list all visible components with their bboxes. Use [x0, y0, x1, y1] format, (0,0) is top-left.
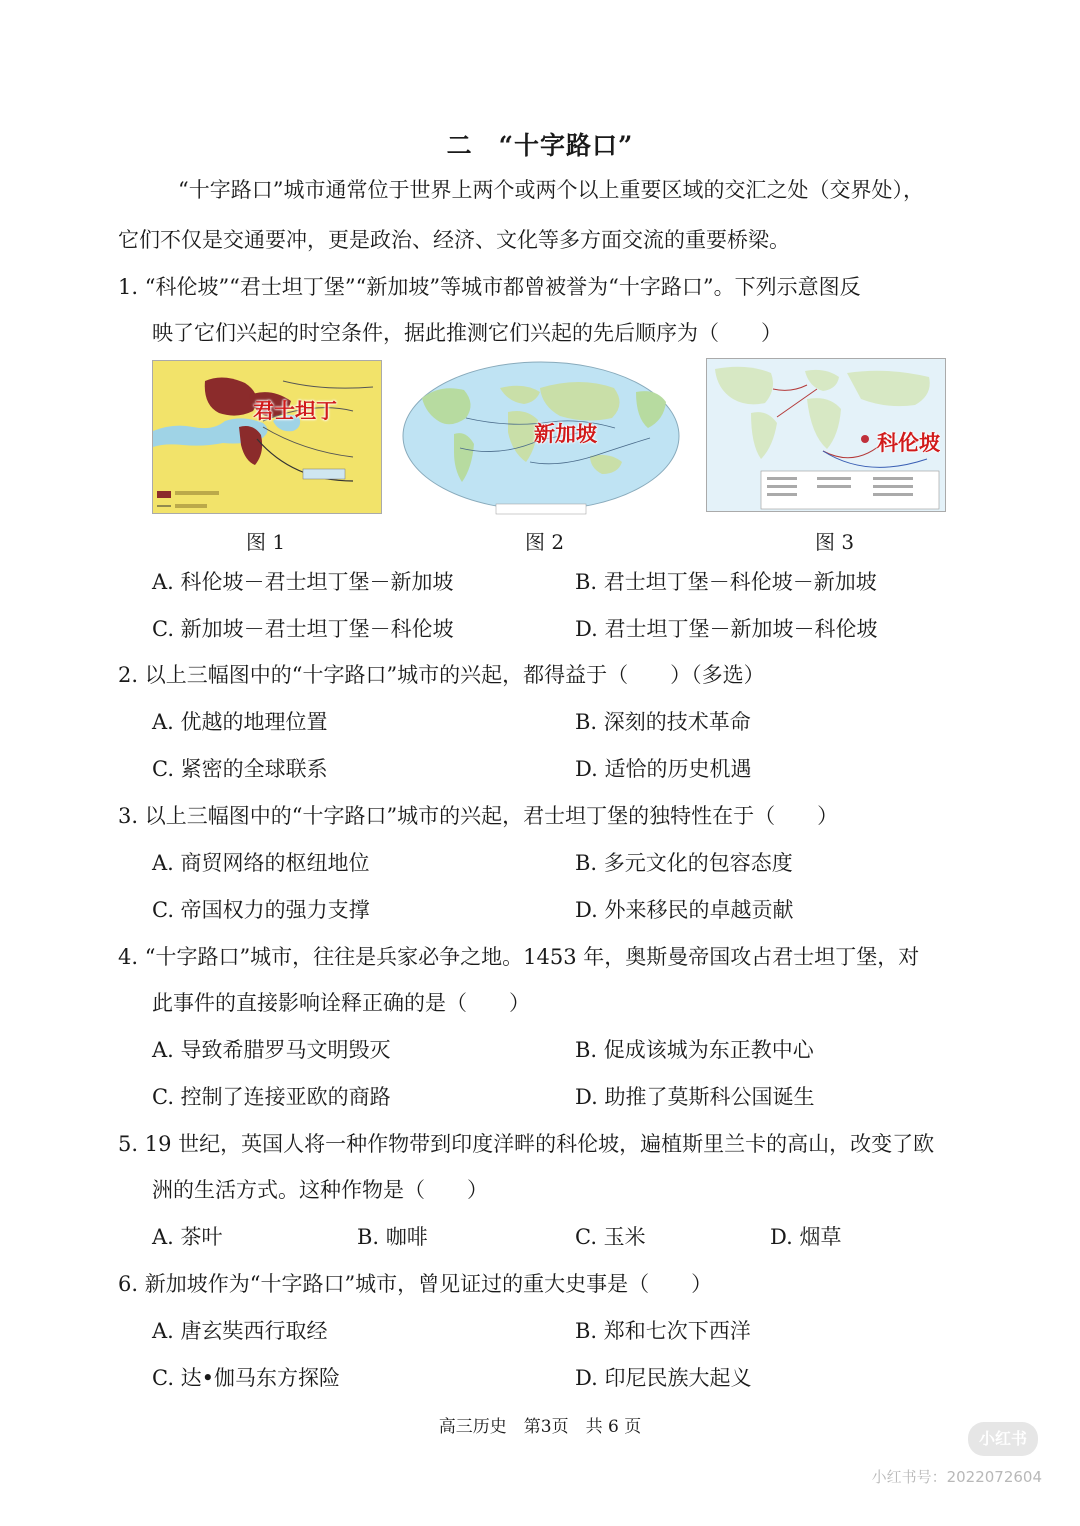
figure-1-city-label: 君士坦丁 — [253, 398, 337, 423]
q2-option-d: D. 适恰的历史机遇 — [575, 757, 752, 781]
q3-stem: 3. 以上三幅图中的“十字路口”城市的兴起，君士坦丁堡的独特性在于（ ） — [118, 804, 839, 828]
watermark-badge: 小红书 — [968, 1422, 1038, 1456]
q6-option-d: D. 印尼民族大起义 — [575, 1366, 752, 1390]
q3-option-d: D. 外来移民的卓越贡献 — [575, 898, 794, 922]
q4-option-d: D. 助推了莫斯科公国诞生 — [575, 1085, 815, 1109]
figure-2-city-label: 新加坡 — [534, 421, 597, 446]
section-title: 二 “十字路口” — [446, 131, 634, 160]
q5-stem-line-1: 5. 19 世纪，英国人将一种作物带到印度洋畔的科伦坡，遍植斯里兰卡的高山，改变了欧 — [118, 1132, 935, 1156]
q3-option-a: A. 商贸网络的枢纽地位 — [152, 851, 370, 875]
q1-option-d: D. 君士坦丁堡－新加坡－科伦坡 — [575, 617, 878, 641]
figure-3-city-label: 科伦坡 — [877, 430, 940, 455]
q4-stem-line-2: 此事件的直接影响诠释正确的是（ ） — [152, 991, 530, 1015]
q1-option-a: A. 科伦坡－君士坦丁堡－新加坡 — [152, 570, 454, 594]
q6-option-c: C. 达•伽马东方探险 — [152, 1366, 341, 1390]
q6-option-b: B. 郑和七次下西洋 — [575, 1319, 751, 1343]
q5-stem-line-2: 洲的生活方式。这种作物是（ ） — [152, 1178, 488, 1202]
figure-3-caption: 图 3 — [815, 530, 855, 554]
q1-stem-line-1: 1. “科伦坡”“君士坦丁堡”“新加坡”等城市都曾被誉为“十字路口”。下列示意图反 — [118, 275, 861, 299]
figure-1-map — [152, 360, 382, 514]
q4-option-c: C. 控制了连接亚欧的商路 — [152, 1085, 391, 1109]
q4-option-a: A. 导致希腊罗马文明毁灭 — [152, 1038, 391, 1062]
q4-stem-line-1: 4. “十字路口”城市，往往是兵家必争之地。1453 年，奥斯曼帝国攻占君士坦丁堡，对 — [118, 945, 920, 969]
watermark-id: 小红书号：2022072604 — [871, 1468, 1042, 1486]
q5-option-b: B. 咖啡 — [357, 1225, 428, 1249]
q1-option-c: C. 新加坡－君士坦丁堡－科伦坡 — [152, 617, 454, 641]
q5-option-a: A. 茶叶 — [152, 1225, 223, 1249]
intro-line-2: 它们不仅是交通要冲，更是政治、经济、文化等多方面交流的重要桥梁。 — [118, 228, 790, 252]
q2-option-a: A. 优越的地理位置 — [152, 710, 328, 734]
figure-2-caption: 图 2 — [525, 530, 565, 554]
q6-option-a: A. 唐玄奘西行取经 — [152, 1319, 328, 1343]
q2-stem: 2. 以上三幅图中的“十字路口”城市的兴起，都得益于（ ）（多选） — [118, 663, 765, 687]
figure-3-map — [706, 358, 946, 512]
q2-option-b: B. 深刻的技术革命 — [575, 710, 751, 734]
q4-option-b: B. 促成该城为东正教中心 — [575, 1038, 814, 1062]
q6-stem: 6. 新加坡作为“十字路口”城市，曾见证过的重大史事是（ ） — [118, 1272, 713, 1296]
figure-1-caption: 图 1 — [246, 530, 286, 554]
figure-1-drawing — [153, 361, 381, 513]
q5-option-c: C. 玉米 — [575, 1225, 646, 1249]
q3-option-b: B. 多元文化的包容态度 — [575, 851, 793, 875]
q2-option-c: C. 紧密的全球联系 — [152, 757, 328, 781]
q3-option-c: C. 帝国权力的强力支撑 — [152, 898, 370, 922]
figure-2-map — [400, 358, 682, 516]
q1-stem-line-2: 映了它们兴起的时空条件，据此推测它们兴起的先后顺序为（ ） — [152, 321, 782, 345]
page-footer: 高三历史 第3页 共 6 页 — [438, 1417, 642, 1437]
q1-option-b: B. 君士坦丁堡－科伦坡－新加坡 — [575, 570, 877, 594]
intro-line-1: “十字路口”城市通常位于世界上两个或两个以上重要区域的交汇之处（交界处）， — [178, 178, 924, 202]
q5-option-d: D. 烟草 — [770, 1225, 842, 1249]
